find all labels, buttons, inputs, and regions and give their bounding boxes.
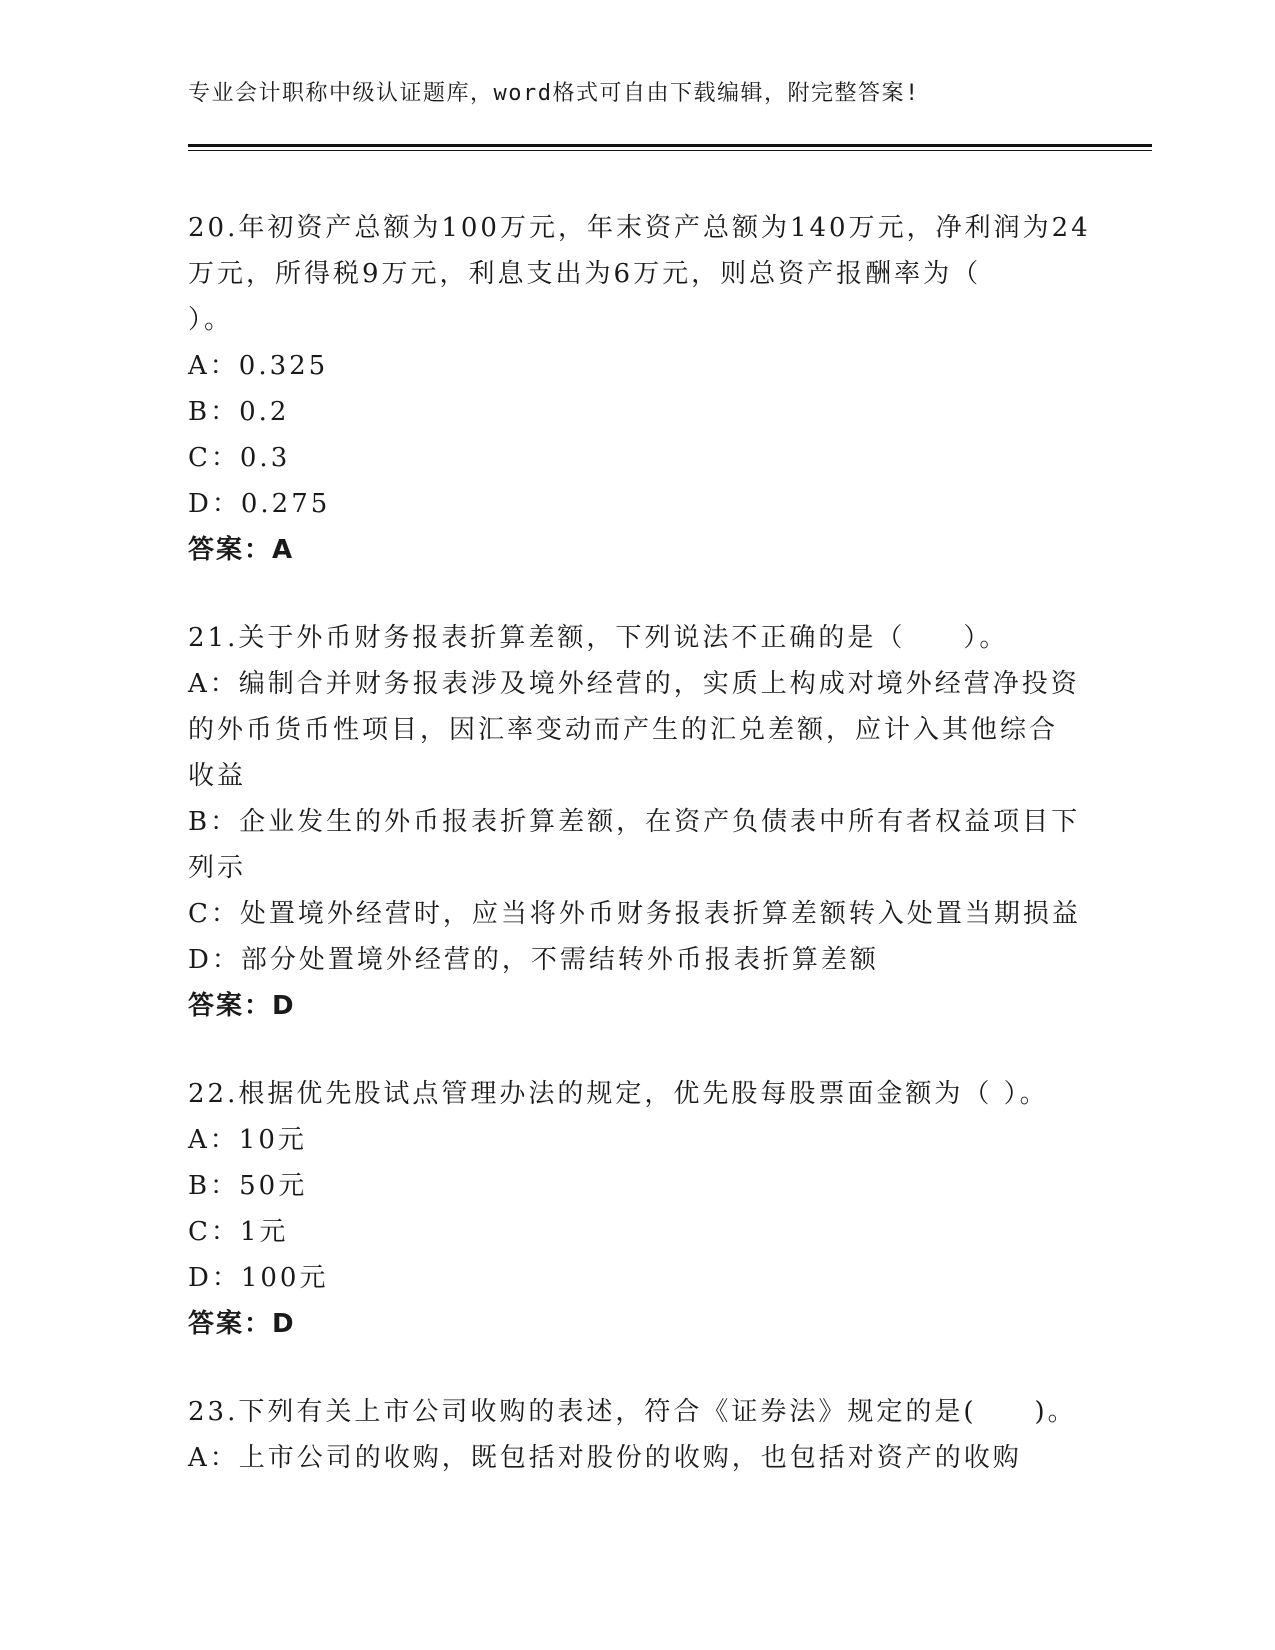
option-b: B：企业发生的外币报表折算差额，在资产负债表中所有者权益项目下 [188,807,1081,837]
option-a: A：编制合并财务报表涉及境外经营的，实质上构成对境外经营净投资 [188,669,1080,699]
question-stem: 21.关于外币财务报表折算差额，下列说法不正确的是（ ）。 [188,623,1009,653]
option-c: C：处置境外经营时，应当将外币财务报表折算差额转入处置当期损益 [188,899,1081,929]
option-a-cont: 的外币货币性项目，因汇率变动而产生的汇兑差额，应计入其他综合 [188,715,1059,745]
question-list [188,205,1091,1481]
header-rule-thick [188,144,1152,147]
question-stem: 万元，所得税9万元，利息支出为6万元，则总资产报酬率为（ [188,259,982,289]
option-a: A：0.325 [188,351,329,381]
option-c: C：0.3 [188,443,291,473]
question-20 [188,205,1091,573]
question-stem: 22.根据优先股试点管理办法的规定，优先股每股票面金额为（ ）。 [188,1079,1049,1109]
question-21 [188,615,1088,1029]
option-d: D：部分处置境外经营的，不需结转外币报表折算差额 [188,945,879,975]
answer: 答案：A [188,535,295,565]
option-b-cont: 列示 [188,853,247,883]
question-stem: ）。 [188,305,234,335]
option-a: A：上市公司的收购，既包括对股份的收购，也包括对资产的收购 [188,1443,1022,1473]
option-b: B：0.2 [188,397,290,427]
option-a: A：10元 [188,1125,307,1155]
option-c: C：1元 [188,1217,289,1247]
question-22 [188,1071,1088,1347]
header-rule-thin [188,150,1152,151]
page-header: 专业会计职称中级认证题库，word格式可自由下载编辑，附完整答案! [188,81,920,106]
question-23 [188,1389,1088,1481]
option-d: D：0.275 [188,489,331,519]
answer: 答案：D [188,1309,296,1339]
question-stem: 23.下列有关上市公司收购的表述，符合《证券法》规定的是( )。 [188,1397,1077,1427]
option-a-cont: 收益 [188,761,247,791]
answer: 答案：D [188,991,296,1021]
question-stem: 20.年初资产总额为100万元，年末资产总额为140万元，净利润为24 [188,213,1091,243]
option-b: B：50元 [188,1171,308,1201]
option-d: D：100元 [188,1263,329,1293]
